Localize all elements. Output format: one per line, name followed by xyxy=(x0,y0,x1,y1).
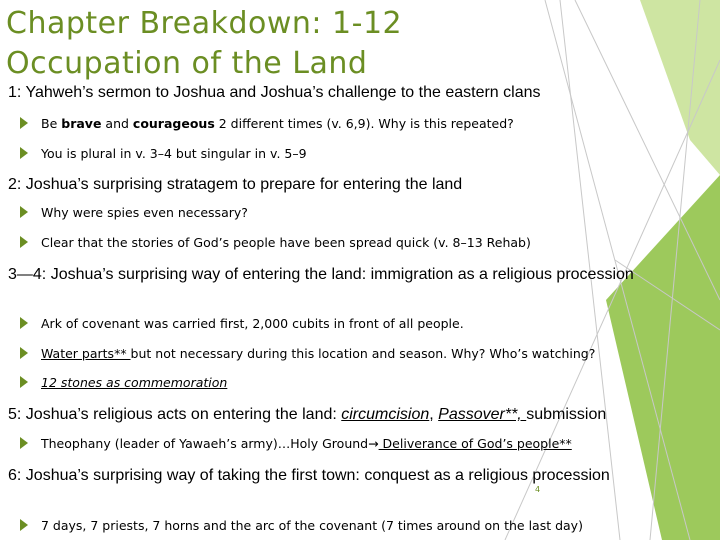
section-5-heading: 5: Joshua’s religious acts on entering the land: circumcision, Passover**, submission xyxy=(8,406,607,423)
bullet-arrow-icon xyxy=(20,347,28,359)
green-decor-shape xyxy=(606,175,720,540)
bullet-3-1: Ark of covenant was carried first, 2,000 cubits in front of all people. xyxy=(20,316,464,332)
section-3-heading: 3—4: Joshua’s surprising way of entering the land: immigration as a religious procession xyxy=(8,266,634,283)
bullet-6-1: 7 days, 7 priests, 7 horns and the arc of the covenant (7 times around on the last day) xyxy=(20,518,583,534)
bullet-2-1: Why were spies even necessary? xyxy=(20,205,248,221)
title-line-1: Chapter Breakdown: 1-12 xyxy=(6,6,403,41)
bullet-arrow-icon xyxy=(20,519,28,531)
bullet-arrow-icon xyxy=(20,236,28,248)
section-1-heading: 1: Yahweh’s sermon to Joshua and Joshua’s challenge to the eastern clans xyxy=(8,84,541,101)
bullet-arrow-icon xyxy=(20,376,28,388)
bullet-arrow-icon xyxy=(20,437,28,449)
section-6-heading: 6: Joshua’s surprising way of taking the first town: conquest as a religious procession xyxy=(8,467,610,484)
bullet-arrow-icon xyxy=(20,117,28,129)
title-line-2: Occupation of the Land xyxy=(6,46,368,81)
bullet-arrow-icon xyxy=(20,147,28,159)
bullet-arrow-icon xyxy=(20,206,28,218)
bullet-5-1: Theophany (leader of Yawaeh’s army)…Holy Ground→ Deliverance of God’s people** xyxy=(20,436,572,452)
bullet-1-1: Be brave and courageous 2 different times (v. 6,9). Why is this repeated? xyxy=(20,116,514,132)
page-number: 4 xyxy=(535,485,541,494)
bullet-1-2: You is plural in v. 3–4 but singular in v. 5–9 xyxy=(20,146,307,162)
bullet-3-2: Water parts** but not necessary during this location and season. Why? Who’s watching? xyxy=(20,346,595,362)
bullet-3-3: 12 stones as commemoration xyxy=(20,375,227,391)
section-2-heading: 2: Joshua’s surprising stratagem to prepare for entering the land xyxy=(8,176,463,193)
right-arrow-icon: → xyxy=(368,436,379,451)
slide-title xyxy=(6,4,402,84)
bullet-2-2: Clear that the stories of God’s people have been spread quick (v. 8–13 Rehab) xyxy=(20,235,531,251)
bullet-arrow-icon xyxy=(20,317,28,329)
